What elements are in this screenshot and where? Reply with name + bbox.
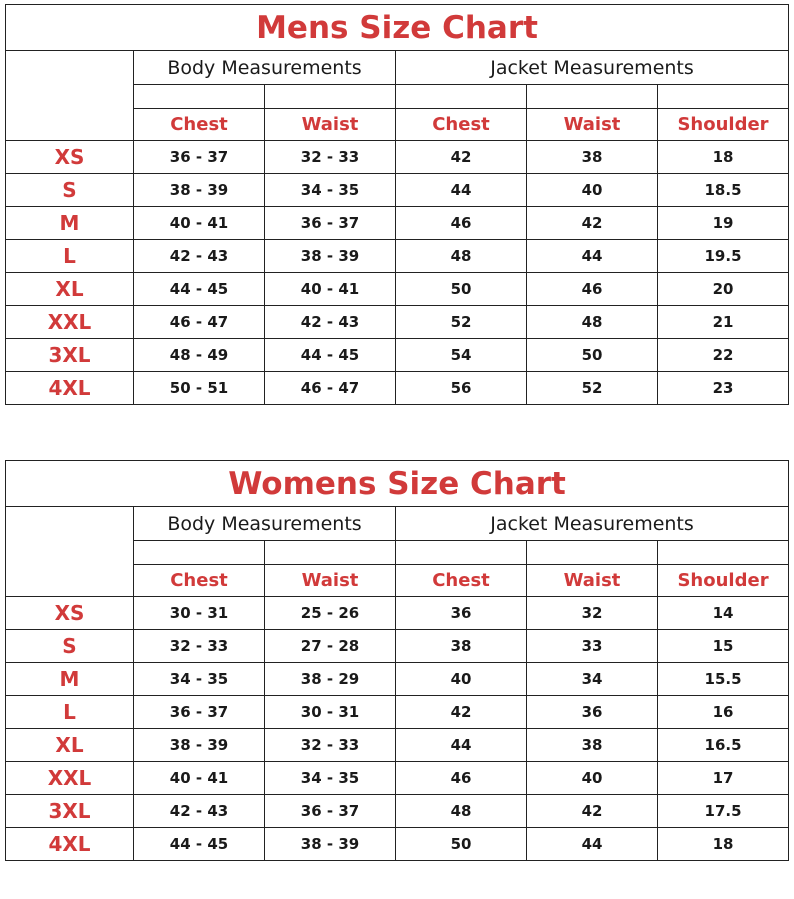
- jacket-waist-value: 42: [527, 207, 658, 240]
- size-column-header: [6, 565, 134, 597]
- shoulder-value: 19.5: [658, 240, 789, 273]
- jacket-chest-value: 56: [396, 372, 527, 405]
- column-header-row: [6, 565, 789, 597]
- size-label: XXL: [6, 306, 134, 339]
- jacket-waist-header: Waist: [527, 565, 658, 597]
- jacket-waist-value: 34: [527, 663, 658, 696]
- shoulder-value: 21: [658, 306, 789, 339]
- spacer-row: [6, 541, 789, 565]
- body-waist-value: 38 - 39: [265, 240, 396, 273]
- jacket-chest-value: 42: [396, 141, 527, 174]
- body-waist-value: 27 - 28: [265, 630, 396, 663]
- shoulder-value: 20: [658, 273, 789, 306]
- body-chest-value: 44 - 45: [134, 828, 265, 861]
- jacket-chest-value: 50: [396, 273, 527, 306]
- jacket-chest-value: 46: [396, 762, 527, 795]
- body-chest-value: 38 - 39: [134, 174, 265, 207]
- jacket-waist-header: Waist: [527, 109, 658, 141]
- jacket-waist-value: 48: [527, 306, 658, 339]
- shoulder-value: 14: [658, 597, 789, 630]
- table-row: [6, 729, 789, 762]
- body-chest-value: 48 - 49: [134, 339, 265, 372]
- body-waist-value: 30 - 31: [265, 696, 396, 729]
- jacket-waist-value: 40: [527, 762, 658, 795]
- column-header-row: [6, 109, 789, 141]
- size-label: S: [6, 630, 134, 663]
- jacket-chest-value: 42: [396, 696, 527, 729]
- jacket-waist-value: 38: [527, 141, 658, 174]
- table-row: [6, 207, 789, 240]
- body-chest-value: 38 - 39: [134, 729, 265, 762]
- body-chest-header: Chest: [134, 109, 265, 141]
- jacket-chest-value: 44: [396, 729, 527, 762]
- jacket-chest-value: 52: [396, 306, 527, 339]
- body-waist-value: 36 - 37: [265, 207, 396, 240]
- jacket-waist-value: 46: [527, 273, 658, 306]
- body-waist-value: 32 - 33: [265, 729, 396, 762]
- jacket-waist-value: 32: [527, 597, 658, 630]
- jacket-chest-value: 44: [396, 174, 527, 207]
- jacket-chest-header: Chest: [396, 109, 527, 141]
- jacket-waist-value: 50: [527, 339, 658, 372]
- body-waist-value: 46 - 47: [265, 372, 396, 405]
- body-measurements-header: Body Measurements: [134, 507, 396, 541]
- jacket-chest-value: 46: [396, 207, 527, 240]
- shoulder-value: 16.5: [658, 729, 789, 762]
- size-label: XL: [6, 273, 134, 306]
- table-row: [6, 762, 789, 795]
- shoulder-value: 18: [658, 141, 789, 174]
- size-label: L: [6, 696, 134, 729]
- body-waist-value: 34 - 35: [265, 762, 396, 795]
- table-row: [6, 696, 789, 729]
- body-waist-value: 42 - 43: [265, 306, 396, 339]
- table-row: [6, 306, 789, 339]
- womens-chart-title: Womens Size Chart: [6, 461, 789, 507]
- jacket-chest-value: 38: [396, 630, 527, 663]
- size-label: L: [6, 240, 134, 273]
- size-label: 3XL: [6, 795, 134, 828]
- jacket-measurements-header: Jacket Measurements: [396, 51, 789, 85]
- size-column-header: [6, 109, 134, 141]
- shoulder-value: 15.5: [658, 663, 789, 696]
- table-row: [6, 630, 789, 663]
- size-label: M: [6, 207, 134, 240]
- shoulder-value: 23: [658, 372, 789, 405]
- shoulder-value: 19: [658, 207, 789, 240]
- size-label: 4XL: [6, 372, 134, 405]
- jacket-waist-value: 33: [527, 630, 658, 663]
- jacket-chest-value: 36: [396, 597, 527, 630]
- size-label: 4XL: [6, 828, 134, 861]
- table-row: [6, 372, 789, 405]
- shoulder-value: 15: [658, 630, 789, 663]
- body-waist-header: Waist: [265, 109, 396, 141]
- spacer-row: [6, 85, 789, 109]
- jacket-chest-value: 50: [396, 828, 527, 861]
- table-row: [6, 663, 789, 696]
- body-waist-value: 34 - 35: [265, 174, 396, 207]
- shoulder-value: 16: [658, 696, 789, 729]
- body-chest-value: 40 - 41: [134, 207, 265, 240]
- body-chest-value: 46 - 47: [134, 306, 265, 339]
- jacket-chest-value: 40: [396, 663, 527, 696]
- size-label: S: [6, 174, 134, 207]
- shoulder-value: 18.5: [658, 174, 789, 207]
- body-waist-value: 25 - 26: [265, 597, 396, 630]
- jacket-chest-header: Chest: [396, 565, 527, 597]
- mens-chart-title: Mens Size Chart: [6, 5, 789, 51]
- table-row: [6, 828, 789, 861]
- body-chest-value: 34 - 35: [134, 663, 265, 696]
- body-chest-value: 32 - 33: [134, 630, 265, 663]
- body-chest-value: 30 - 31: [134, 597, 265, 630]
- jacket-waist-value: 36: [527, 696, 658, 729]
- table-row: [6, 339, 789, 372]
- shoulder-value: 17: [658, 762, 789, 795]
- size-label: M: [6, 663, 134, 696]
- body-chest-value: 36 - 37: [134, 696, 265, 729]
- womens-size-chart: [5, 460, 789, 861]
- size-label: XS: [6, 597, 134, 630]
- body-chest-value: 36 - 37: [134, 141, 265, 174]
- size-label: XS: [6, 141, 134, 174]
- size-label: XXL: [6, 762, 134, 795]
- table-row: [6, 597, 789, 630]
- shoulder-header: Shoulder: [658, 109, 789, 141]
- jacket-measurements-header: Jacket Measurements: [396, 507, 789, 541]
- body-measurements-header: Body Measurements: [134, 51, 396, 85]
- shoulder-value: 22: [658, 339, 789, 372]
- jacket-chest-value: 48: [396, 795, 527, 828]
- table-row: [6, 141, 789, 174]
- body-waist-value: 36 - 37: [265, 795, 396, 828]
- body-chest-value: 42 - 43: [134, 795, 265, 828]
- body-chest-value: 50 - 51: [134, 372, 265, 405]
- shoulder-header: Shoulder: [658, 565, 789, 597]
- mens-size-chart: [5, 4, 789, 405]
- jacket-chest-value: 48: [396, 240, 527, 273]
- size-label: XL: [6, 729, 134, 762]
- jacket-waist-value: 40: [527, 174, 658, 207]
- body-waist-value: 44 - 45: [265, 339, 396, 372]
- jacket-waist-value: 52: [527, 372, 658, 405]
- body-waist-value: 32 - 33: [265, 141, 396, 174]
- size-label: 3XL: [6, 339, 134, 372]
- body-chest-value: 44 - 45: [134, 273, 265, 306]
- jacket-waist-value: 44: [527, 240, 658, 273]
- body-chest-header: Chest: [134, 565, 265, 597]
- body-chest-value: 40 - 41: [134, 762, 265, 795]
- body-waist-value: 40 - 41: [265, 273, 396, 306]
- shoulder-value: 18: [658, 828, 789, 861]
- table-row: [6, 795, 789, 828]
- body-chest-value: 42 - 43: [134, 240, 265, 273]
- corner-cell: [6, 507, 134, 541]
- jacket-waist-value: 42: [527, 795, 658, 828]
- corner-cell: [6, 51, 134, 85]
- shoulder-value: 17.5: [658, 795, 789, 828]
- jacket-waist-value: 38: [527, 729, 658, 762]
- body-waist-value: 38 - 39: [265, 828, 396, 861]
- body-waist-header: Waist: [265, 565, 396, 597]
- body-waist-value: 38 - 29: [265, 663, 396, 696]
- table-row: [6, 240, 789, 273]
- table-row: [6, 273, 789, 306]
- jacket-chest-value: 54: [396, 339, 527, 372]
- table-row: [6, 174, 789, 207]
- jacket-waist-value: 44: [527, 828, 658, 861]
